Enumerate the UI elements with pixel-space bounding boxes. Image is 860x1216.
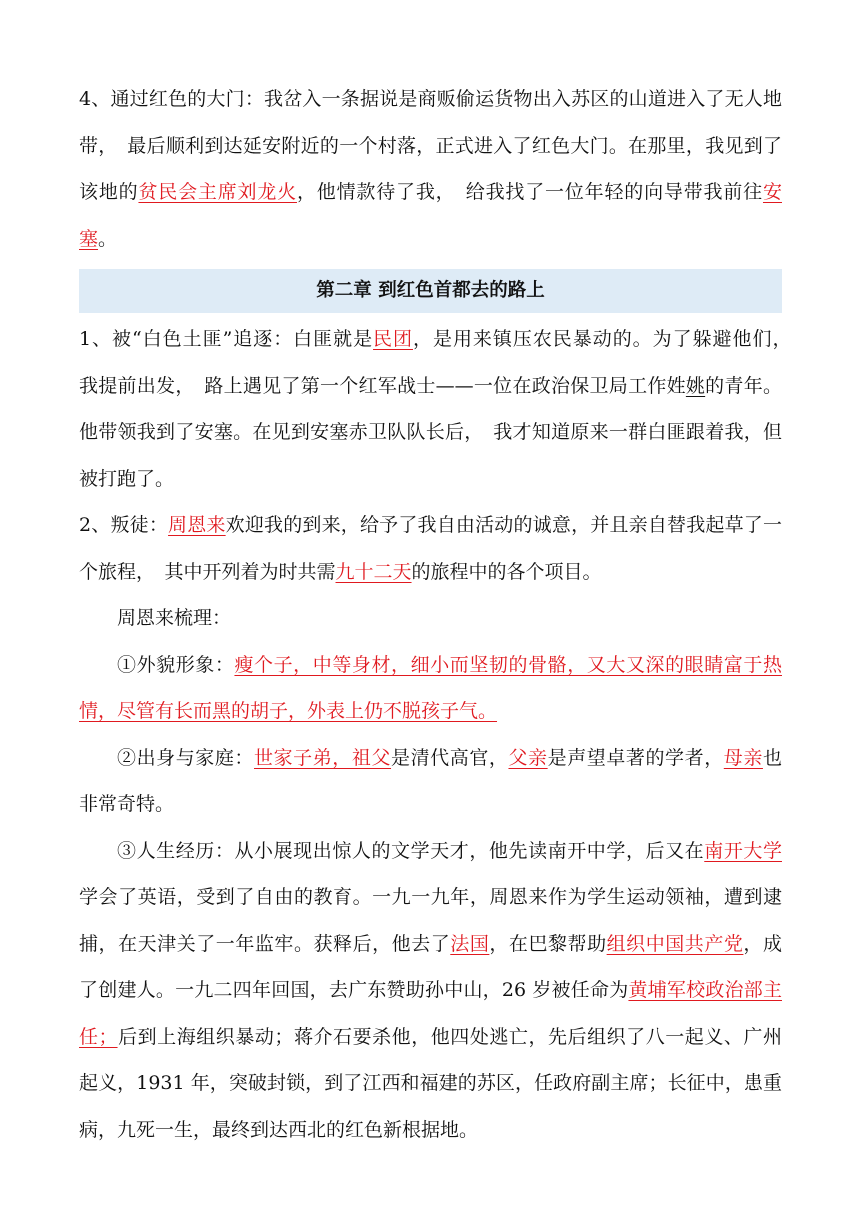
text-run: ，在巴黎帮助 (489, 932, 607, 955)
highlight-france: 法国 (450, 932, 490, 955)
highlight-ccp: 组织中国共产党 (606, 932, 744, 955)
item-appearance (79, 642, 782, 735)
text-run: 。 (98, 227, 118, 250)
highlight-chairman: 贫民会主席刘龙火 (138, 181, 297, 203)
highlight-mintuan: 民团 (373, 328, 413, 350)
text-run: 4、通过红色的大门：我岔入一条据说是商贩偷运货物出入苏区的山道进入了无人地带， 最后顺利到达延安附近的一个村落，正式进入了红色大门。在那里，我见到了该地的 (79, 88, 782, 203)
highlight-mother: 母亲 (723, 746, 763, 769)
text-run: 是声望卓著的学者， (547, 746, 724, 769)
text-run: 也非常奇特。 (79, 746, 782, 815)
highlight-92-days: 九十二天 (335, 560, 412, 583)
text-run: ，成了创建人。一九二四年回国，去广东赞助孙中山，26 岁被任命为 (79, 932, 782, 1001)
text-run: ②出身与家庭： (117, 746, 255, 769)
text-run: 后到上海组织暴动；蒋介石要杀他，他四处逃亡，先后组织了八一起义、广州起义，1931 年，突破封锁，到了江西和福建的苏区，任政府副主席；长征中，患重病，九死一生，最终到达西北的红色新根据地。 (79, 1025, 782, 1141)
highlight-family-grandfather: 世家子弟，祖父 (254, 746, 392, 769)
paragraph-white-bandits (79, 316, 801, 502)
text-run: 是清代高官， (391, 746, 509, 769)
highlight-whampoa: 黄埔军校政治部主任； (79, 979, 782, 1048)
highlight-appearance: 瘦个子，中等身材，细小而坚韧的骨骼，又大又深的眼睛富于热情，尽管有长而黑的胡子，外表上仍不脱孩子气。 (79, 653, 782, 722)
text-run: ，是用来镇压农民暴动的。为了躲避他们， 我提前出发， 路上遇见了第一个红军战士——一位在政治保卫局工作姓 (79, 328, 801, 397)
underlined-surname: 姚 (685, 374, 706, 397)
text-run: 学会了英语，受到了自由的教育。一九一九年，周恩来作为学生运动领袖，遭到逮捕，在天津关了一年监牢。获释后，他去了 (79, 886, 782, 955)
text-run: ①外貌形象： (117, 653, 235, 676)
text-run: 欢迎我的到来，给予了我自由活动的诚意，并且亲自替我起草了一个旅程， 其中开列着为时共需 (79, 514, 782, 583)
text-run: 2、叛徒： (79, 514, 169, 536)
paragraph-red-gate (79, 76, 782, 262)
text-run: 的青年。他带领我到了安塞。在见到安塞赤卫队队长后， 我才知道原来一群白匪跟着我，但被打跑了。 (79, 374, 782, 490)
item-life-experience (79, 828, 782, 1154)
paragraph-traitor (79, 502, 782, 595)
highlight-zhou-enlai: 周恩来 (168, 514, 226, 536)
item-family (79, 735, 782, 828)
summary-title: 周恩来梳理： (117, 607, 232, 629)
text-run: ，他情款待了我， 给我找了一位年轻的向导带我前往 (296, 181, 763, 203)
chapter-heading: 第二章 到红色首都去的路上 (79, 269, 782, 313)
text-run: 1、被“白色土匪”追逐：白匪就是 (79, 328, 374, 350)
highlight-nankai: 南开大学 (704, 839, 782, 862)
text-run: 的旅程中的各个项目。 (411, 560, 602, 583)
highlight-father: 父亲 (508, 746, 548, 769)
highlight-ansai: 安塞 (79, 181, 782, 250)
text-run: ③人生经历：从小展现出惊人的文学天才，他先读南开中学，后又在 (117, 839, 705, 862)
